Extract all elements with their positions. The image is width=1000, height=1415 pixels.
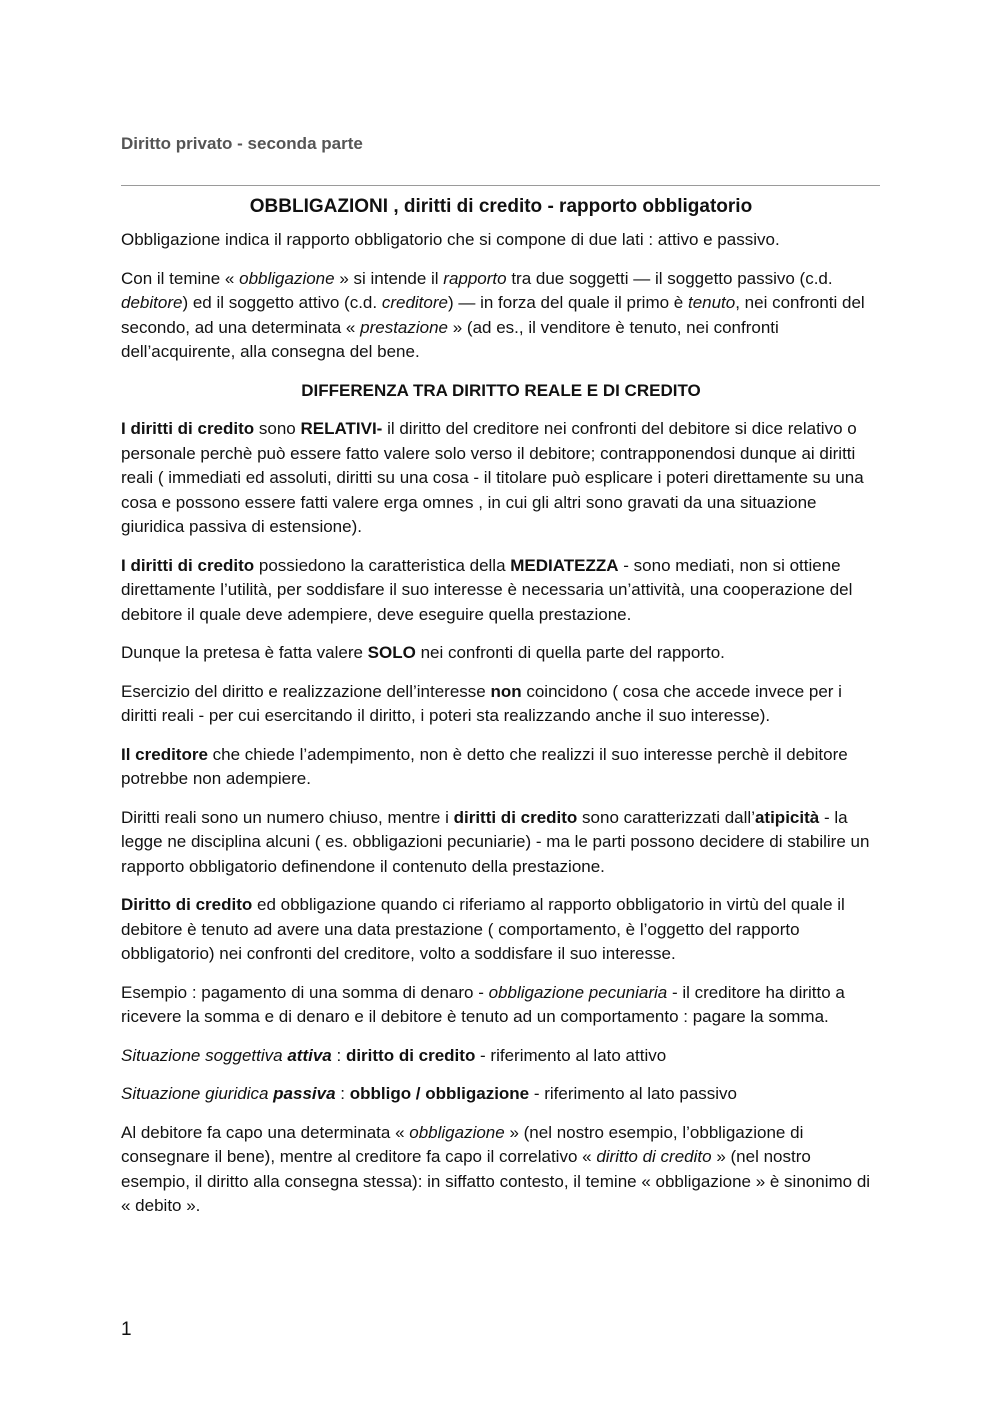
text-run: : — [331, 1045, 346, 1065]
text-run: tra due soggetti — il soggetto passivo (c.d. — [506, 268, 833, 288]
text-run: coincidono ( cosa che accede invece per i diritti reali - per cui esercitando il diritto, i poteri sta realizzando anche il suo interesse). — [121, 681, 842, 725]
paragraph — [121, 554, 881, 628]
italic-text-run: rapporto — [443, 268, 507, 288]
paragraph — [121, 641, 881, 666]
page-number: 1 — [121, 1319, 132, 1340]
text-run: sono — [254, 419, 301, 438]
text-run: - sono mediati, non si ottiene direttamente l’utilità, per soddisfare il suo interesse è necessaria un’attività, una cooperazione del debitore il quale deve adempiere, deve eseguire quella prestazione. — [121, 555, 853, 624]
bold-text-run: diritti di credito — [453, 807, 578, 827]
text-run: - riferimento al lato attivo — [475, 1045, 667, 1065]
page-header: Diritto privato - seconda parte — [121, 134, 363, 153]
text-run: possiedono la caratteristica della — [254, 555, 511, 575]
bold-text-run: non — [490, 681, 522, 701]
italic-text-run: diritto di credito — [596, 1147, 712, 1166]
italic-text-run: Situazione soggettiva — [121, 1045, 288, 1065]
text-run: ) ed il soggetto attivo (c.d. — [182, 293, 382, 312]
bold-italic-text-run: passiva — [273, 1084, 336, 1103]
text-run: Dunque la pretesa è fatta valere — [121, 643, 368, 662]
bold-text-run: MEDIATEZZA — [510, 555, 619, 575]
paragraph — [121, 228, 881, 253]
section-subtitle: DIFFERENZA TRA DIRITTO REALE E DI CREDITO — [301, 380, 701, 400]
bold-text-run: atipicità — [754, 807, 820, 827]
paragraph — [121, 1121, 881, 1219]
paragraph — [121, 417, 881, 540]
text-run: Obbligazione indica il rapporto obbligatorio che si compone di due lati : attivo e passivo. — [121, 230, 780, 249]
bold-text-run: RELATIVI- — [300, 419, 383, 438]
bold-italic-text-run: attiva — [287, 1045, 332, 1065]
document-body — [121, 193, 881, 1233]
bold-text-run: SOLO — [367, 643, 416, 662]
text-run: » (ad es., il venditore è tenuto, nei confronti dell’acquirente, alla consegna del bene. — [121, 317, 779, 361]
text-run: il diritto del creditore nei confronti del debitore si dice relativo o personale perchè può essere fatto valere solo verso il debitore; contrapponendosi dunque ai diritti reali ( immediati ed assoluti, diritti su una cosa - il titolare può esplicare i poteri direttamente su una cosa e possono essere fatti valere erga omnes , in cui gli altri sono gravati da una situazione giuridica passiva di estensione). — [121, 419, 864, 536]
italic-text-run: obbligazione — [409, 1122, 505, 1142]
section-title: OBBLIGAZIONI , diritti di credito - rapporto obbligatorio — [249, 196, 753, 217]
text-run: sono caratterizzati dall’ — [577, 807, 755, 827]
text-run: » (nel nostro esempio, il diritto alla consegna stessa): in siffatto contesto, il temine « obbligazione » è sinonimo di « debito ». — [121, 1147, 871, 1215]
paragraph — [121, 267, 881, 365]
text-run: » si intende il — [334, 268, 444, 288]
text-run: : — [335, 1084, 350, 1103]
text-run: Esercizio del diritto e realizzazione dell’interesse — [121, 681, 491, 701]
text-run: Esempio : pagamento di una somma di denaro - — [121, 982, 489, 1002]
text-run: Al debitore fa capo una determinata « — [121, 1122, 410, 1142]
text-run: che chiede l’adempimento, non è detto che realizzi il suo interesse perchè il debitore potrebbe non adempiere. — [121, 744, 848, 788]
paragraph — [121, 806, 881, 880]
paragraph — [121, 743, 881, 792]
text-run: , nei confronti del secondo, ad una determinata « — [121, 293, 865, 337]
text-run: nei confronti di quella parte del rapporto. — [415, 643, 725, 662]
italic-text-run: tenuto — [687, 293, 736, 312]
paragraph — [121, 981, 881, 1030]
italic-text-run: prestazione — [360, 317, 449, 337]
text-run: » (nel nostro esempio, l’obbligazione di consegnare il bene), mentre al creditore fa capo il correlativo « — [121, 1122, 804, 1166]
text-run: - il creditore ha diritto a ricevere la somma e di denaro e il debitore è tenuto ad un comportamento : pagare la somma. — [121, 982, 845, 1026]
italic-text-run: obbligazione pecuniaria — [488, 982, 668, 1002]
paragraph — [121, 1082, 881, 1107]
bold-text-run: diritto di credito — [345, 1045, 476, 1065]
italic-text-run: creditore — [381, 293, 448, 312]
text-run: - la legge ne disciplina alcuni ( es. obbligazioni pecuniarie) - ma le parti possono decidere di stabilire un rapporto obbligatorio definendone il contenuto della prestazione. — [121, 807, 870, 876]
header-divider — [121, 185, 880, 186]
italic-text-run: Situazione giuridica — [121, 1084, 274, 1103]
text-run: - riferimento al lato passivo — [529, 1084, 738, 1103]
bold-text-run: obbligo / obbligazione — [349, 1084, 530, 1103]
bold-text-run: Diritto di credito — [121, 895, 253, 914]
paragraph — [121, 680, 881, 729]
paragraph — [121, 1044, 881, 1069]
text-run: ed obbligazione quando ci riferiamo al rapporto obbligatorio in virtù del quale il debitore è tenuto ad avere una data prestazione ( comportamento, è l’oggetto del rapporto obbligatorio) nei confronti del creditore, volto a soddisfare il suo interesse. — [121, 895, 845, 963]
bold-text-run: Il creditore — [121, 744, 208, 764]
bold-text-run: I diritti di credito — [121, 419, 255, 438]
italic-text-run: debitore — [121, 293, 183, 312]
text-run: Con il temine « — [121, 268, 240, 288]
text-run: Diritti reali sono un numero chiuso, mentre i — [121, 807, 454, 827]
italic-text-run: obbligazione — [239, 268, 335, 288]
text-run: ) — in forza del quale il primo è — [447, 293, 688, 312]
paragraph — [121, 893, 881, 967]
bold-text-run: I diritti di credito — [121, 555, 255, 575]
